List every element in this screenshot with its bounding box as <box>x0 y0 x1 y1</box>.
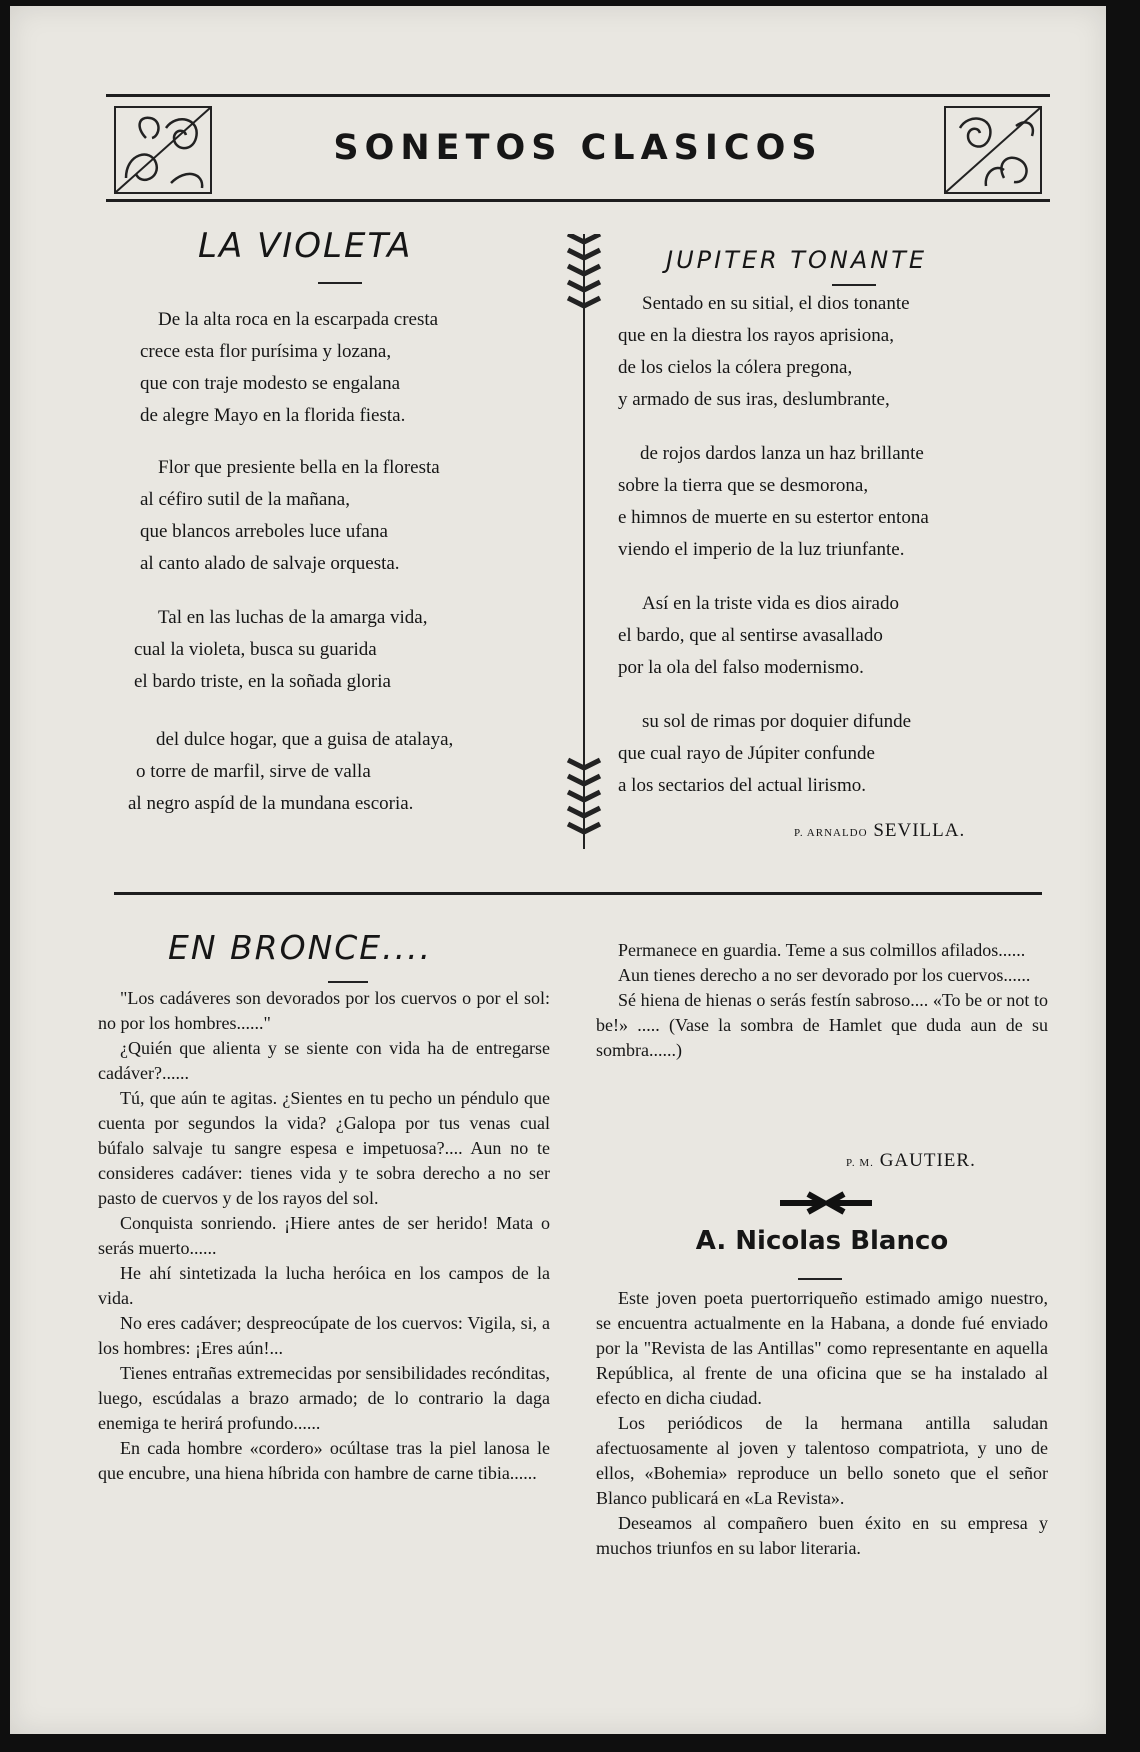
paragraph: No eres cadáver; despreocúpate de los cuervos: Vigila, si, a los hombres: ¡Eres aún!... <box>98 1313 550 1358</box>
verse-line: al céfiro sutil de la mañana, <box>140 489 350 510</box>
en-bronce-column-right <box>596 938 1048 1063</box>
verse-line: el bardo, que al sentirse avasallado <box>618 625 883 646</box>
magazine-page <box>10 6 1106 1734</box>
verse-line: de los cielos la cólera pregona, <box>618 357 853 378</box>
verse-line: sobre la tierra que se desmorona, <box>618 475 869 496</box>
verse-line: cual la violeta, busca su guarida <box>134 639 377 660</box>
verse-line: que cual rayo de Júpiter confunde <box>618 743 875 764</box>
verse-line: Flor que presiente bella en la floresta <box>158 457 440 478</box>
verse-line: a los sectarios del actual lirismo. <box>618 775 866 796</box>
paragraph: Tú, que aún te agitas. ¿Sientes en tu pecho un péndulo que cuenta por segundos la vida? ¿Galopa por tus venas cual búfalo salvaje tu sangre espesa e impetuosa?.... Aun no te consideres cadáver: tienes vida y te sobra derecho a no ser pasto de cuervos y de los rayos del sol. <box>98 1088 550 1208</box>
verse-line: al canto alado de salvaje orquesta. <box>140 553 400 574</box>
article-title-nicolas-blanco: A. Nicolas Blanco <box>695 1226 949 1256</box>
poem-right-stanza <box>614 288 1054 416</box>
verse-line: De la alta roca en la escarpada cresta <box>158 309 439 330</box>
section-divider <box>114 892 1042 895</box>
signature-name: GAUTIER. <box>879 1150 976 1171</box>
verse-line: al negro aspíd de la mundana escoria. <box>128 793 414 814</box>
poem-title-la-violeta: LA VIOLETA <box>198 226 413 266</box>
paragraph: Permanece en guardia. Teme a sus colmillos afilados...... <box>618 940 1026 960</box>
verse-line: crece esta flor purísima y lozana, <box>140 341 392 362</box>
signature-initials: P. M. <box>846 1157 874 1169</box>
paragraph: En cada hombre «cordero» ocúltase tras la piel lanosa le que encubre, una hiena híbrida con hambre de carne tibia...... <box>98 1438 550 1483</box>
verse-line: o torre de marfil, sirve de valla <box>136 761 371 782</box>
title-dash <box>798 1278 842 1280</box>
header-rule-top <box>106 94 1050 97</box>
article-title-en-bronce: EN BRONCE.... <box>168 928 433 967</box>
verse-line: de alegre Mayo en la florida fiesta. <box>140 405 406 426</box>
paragraph: Deseamos al compañero buen éxito en su empresa y muchos triunfos en su labor literaria. <box>596 1513 1048 1558</box>
poem-left-stanza <box>128 452 568 580</box>
poem-left-stanza <box>128 724 568 820</box>
paragraph: Tienes entrañas extremecidas por sensibilidades recónditas, luego, escúdalas a brazo armado; de lo contrario la daga enemiga te herirá profundo...... <box>98 1363 550 1433</box>
paragraph: Aun tienes derecho a no ser devorado por los cuervos...... <box>618 965 1031 985</box>
poem-right-stanza <box>614 706 1054 802</box>
paragraph: Los periódicos de la hermana antilla saludan afectuosamente al joven y talentoso compatriota, y uno de ellos, «Bohemia» reproduce un bello soneto que el señor Blanco publicará en «La Revista». <box>596 1413 1048 1508</box>
vine-ornament-icon <box>554 750 614 840</box>
verse-line: el bardo triste, en la soñada gloria <box>134 671 391 692</box>
verse-line: que blancos arreboles luce ufana <box>140 521 388 542</box>
header-rule-bottom <box>106 199 1050 202</box>
paragraph: "Los cadáveres son devorados por los cuervos o por el sol: no por los hombres......" <box>98 988 550 1033</box>
verse-line: e himnos de muerte en su estertor entona <box>618 507 929 528</box>
paragraph: Sé hiena de hienas o serás festín sabroso.... «To be or not to be!» ..... (Vase la sombra de Hamlet que duda aun de su sombra......) <box>596 990 1048 1060</box>
verse-line: del dulce hogar, que a guisa de atalaya, <box>156 729 454 750</box>
arrow-ornament-icon <box>778 1190 874 1216</box>
verse-line: su sol de rimas por doquier difunde <box>642 711 912 732</box>
signature-sevilla <box>794 820 965 842</box>
section-header <box>106 94 1050 202</box>
poem-title-jupiter-tonante: JUPITER TONANTE <box>666 246 928 274</box>
verse-line: Sentado en su sitial, el dios tonante <box>642 293 910 314</box>
verse-line: Tal en las luchas de la amarga vida, <box>158 607 428 628</box>
paragraph: Conquista sonriendo. ¡Hiere antes de ser herido! Mata o serás muerto...... <box>98 1213 550 1258</box>
paragraph: ¿Quién que alienta y se siente con vida ha de entregarse cadáver?...... <box>98 1038 550 1083</box>
en-bronce-column-left <box>98 986 550 1486</box>
paragraph: He ahí sintetizada la lucha heróica en los campos de la vida. <box>98 1263 550 1308</box>
title-dash <box>328 981 368 983</box>
floral-ornament-icon <box>944 106 1042 194</box>
verse-line: viendo el imperio de la luz triunfante. <box>618 539 905 560</box>
poem-right-stanza <box>614 438 1054 566</box>
signature-initials: P. ARNALDO <box>794 827 868 839</box>
title-dash <box>318 282 362 284</box>
nicolas-blanco-body <box>596 1286 1048 1561</box>
signature-name: SEVILLA. <box>873 820 966 841</box>
poem-left-stanza <box>128 304 568 432</box>
poem-left-stanza <box>128 602 568 698</box>
verse-line: que con traje modesto se engalana <box>140 373 401 394</box>
verse-line: que en la diestra los rayos aprisiona, <box>618 325 894 346</box>
verse-line: y armado de sus iras, deslumbrante, <box>618 389 890 410</box>
section-title: SONETOS CLASICOS <box>333 128 823 168</box>
verse-line: Así en la triste vida es dios airado <box>642 593 899 614</box>
title-dash <box>832 284 876 286</box>
paragraph: Este joven poeta puertorriqueño estimado amigo nuestro, se encuentra actualmente en la Habana, a donde fué enviado por la "Revista de las Antillas" como representante en aquella República, al frente de una oficina que se ha instalado al efecto en dicha ciudad. <box>596 1288 1048 1408</box>
poem-right-stanza <box>614 588 1054 684</box>
signature-gautier <box>846 1150 976 1172</box>
verse-line: de rojos dardos lanza un haz brillante <box>640 443 924 464</box>
verse-line: por la ola del falso modernismo. <box>618 657 864 678</box>
